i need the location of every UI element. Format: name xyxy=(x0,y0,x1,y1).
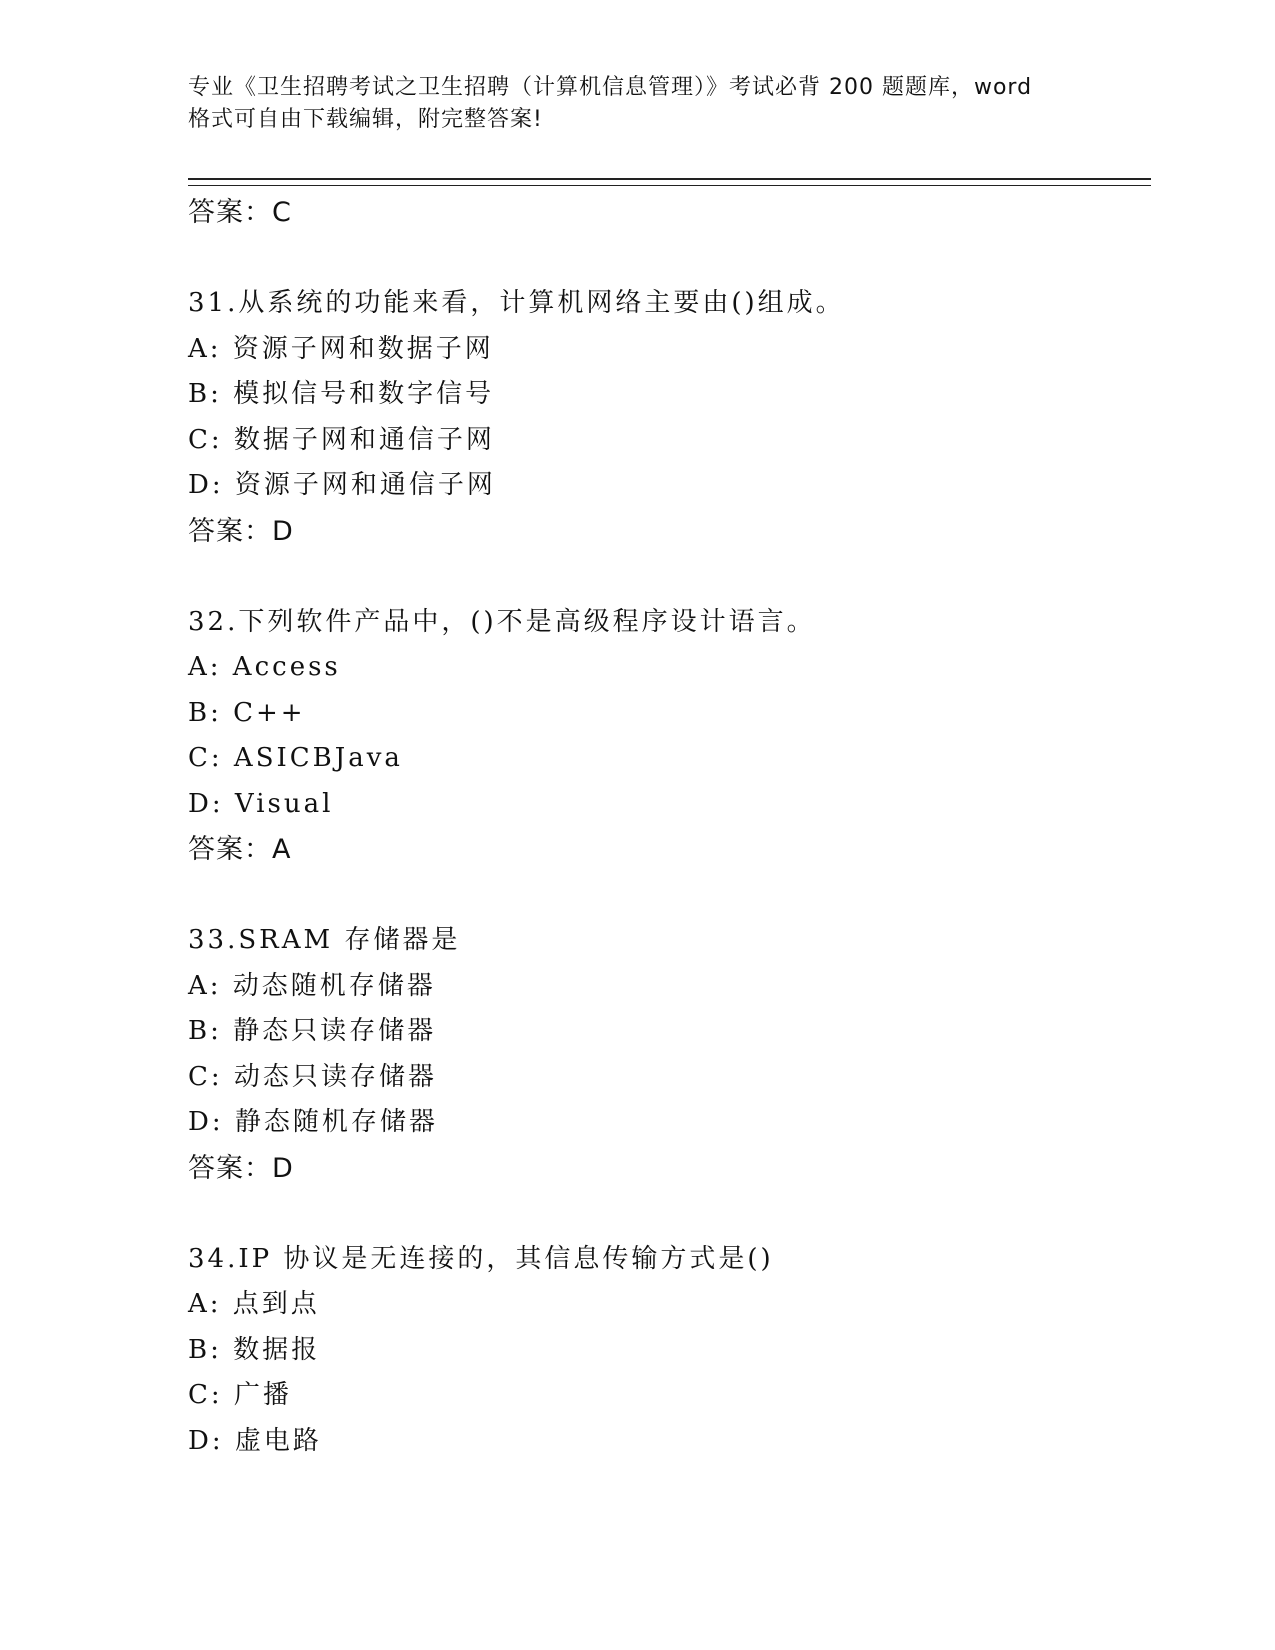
option-c: C: 广播 xyxy=(188,1380,292,1410)
answer-line: 答案：D xyxy=(188,515,294,547)
answer-line: 答案：D xyxy=(188,1152,294,1184)
question-33 xyxy=(188,918,1148,1191)
option-c: C: ASICBJava xyxy=(188,743,403,773)
question-stem: 33.SRAM 存储器是 xyxy=(188,925,461,955)
question-31 xyxy=(188,281,1148,554)
option-d: D: 资源子网和通信子网 xyxy=(188,470,496,500)
question-32 xyxy=(188,600,1148,873)
question-34 xyxy=(188,1237,1148,1465)
document-header xyxy=(188,72,1088,136)
option-a: A: 动态随机存储器 xyxy=(188,970,436,1001)
option-a: A: 资源子网和数据子网 xyxy=(188,333,494,364)
option-d: D: Visual xyxy=(188,788,334,819)
header-line-2: 格式可自由下载编辑，附完整答案! xyxy=(188,107,543,132)
answer-line: 答案：A xyxy=(188,834,292,865)
answer-line: 答案：C xyxy=(188,197,292,228)
question-stem: 34.IP 协议是无连接的，其信息传输方式是() xyxy=(188,1243,774,1274)
question-list xyxy=(188,190,1148,1464)
header-divider xyxy=(188,178,1151,186)
option-d: D: 虚电路 xyxy=(188,1425,322,1456)
header-line-1: 专业《卫生招聘考试之卫生招聘（计算机信息管理）》考试必背 200 题题库，word xyxy=(188,75,1033,100)
option-b: B: 模拟信号和数字信号 xyxy=(188,379,495,409)
option-b: B: C++ xyxy=(188,697,306,728)
option-c: C: 数据子网和通信子网 xyxy=(188,424,495,455)
option-d: D: 静态随机存储器 xyxy=(188,1107,438,1137)
question-stem: 32.下列软件产品中，()不是高级程序设计语言。 xyxy=(188,606,816,637)
option-a: A: 点到点 xyxy=(188,1289,320,1319)
option-b: B: 数据报 xyxy=(188,1334,321,1365)
option-b: B: 静态只读存储器 xyxy=(188,1016,437,1046)
question-stem: 31.从系统的功能来看，计算机网络主要由()组成。 xyxy=(188,288,845,318)
option-c: C: 动态只读存储器 xyxy=(188,1061,437,1092)
option-a: A: Access xyxy=(188,652,341,682)
